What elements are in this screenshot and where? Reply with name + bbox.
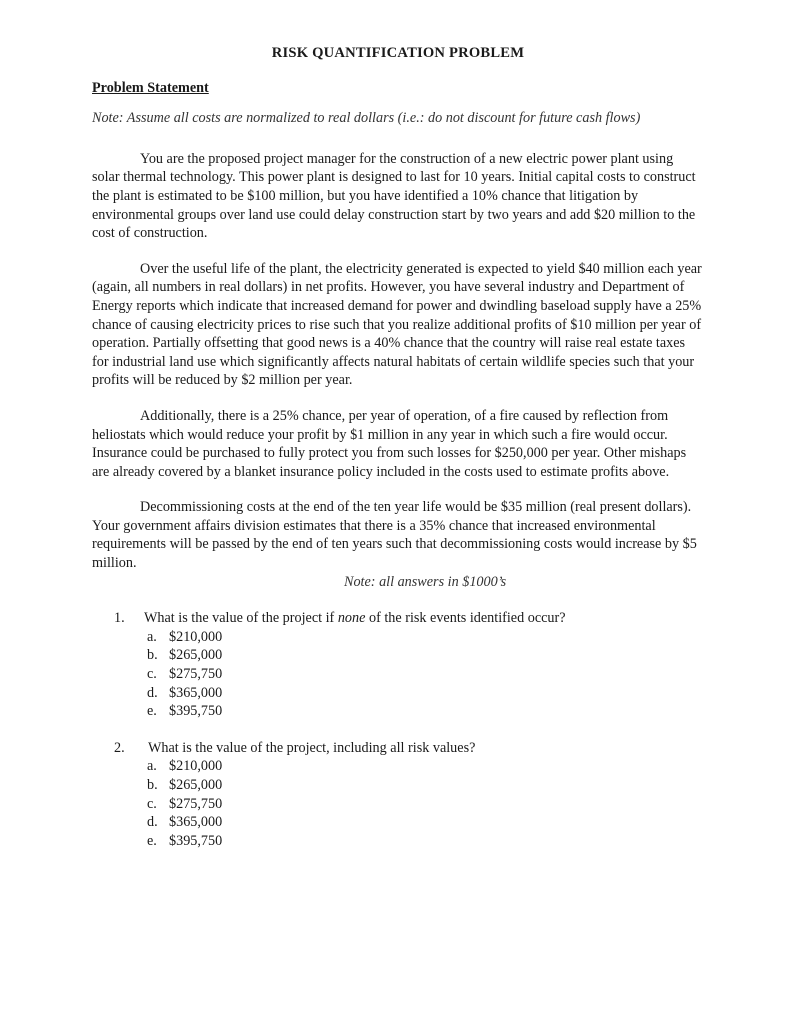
option-value: $210,000 bbox=[169, 758, 223, 775]
answer-option-c bbox=[147, 795, 704, 814]
question-text-end: of the risk events identified occur? bbox=[365, 610, 566, 627]
question-2 bbox=[92, 739, 704, 851]
answer-option-d bbox=[147, 813, 704, 832]
problem-statement-heading: Problem Statement bbox=[92, 79, 209, 96]
paragraph-project-intro: You are the proposed project manager for the construction of a new electric power plant using solar thermal technology. This power plant is designed to last for 10 years. Initial capital costs to construct the plant is estimated to be $100 million, but you have identified a 10% chance that litigation by environmental groups over land use could delay construction start by two years and add $20 million to the cost of construction. bbox=[92, 150, 696, 242]
paragraph-decommissioning: Decommissioning costs at the end of the ten year life would be $35 million (real present dollars). Your government affairs division estimates that there is a 35% chance that increased environmental requirements will be passed by the end of ten years such that decommissioning costs would increase by $5 million. bbox=[92, 499, 697, 572]
answer-option-a bbox=[147, 628, 704, 647]
option-value: $395,750 bbox=[169, 832, 223, 849]
option-letter: e. bbox=[147, 832, 157, 849]
answer-option-c bbox=[147, 665, 704, 684]
question-text: What is the value of the project, including all risk values? bbox=[148, 739, 476, 756]
question-1 bbox=[92, 609, 704, 721]
question-number: 2. bbox=[114, 739, 125, 756]
option-value: $210,000 bbox=[169, 628, 223, 645]
question-text-emphasis: none bbox=[337, 610, 366, 627]
option-letter: a. bbox=[147, 628, 157, 645]
option-letter: d. bbox=[147, 814, 158, 831]
answer-option-b bbox=[147, 646, 704, 665]
question-text-start: What is the value of the project if bbox=[144, 610, 338, 627]
question-number: 1. bbox=[114, 610, 125, 627]
option-value: $265,000 bbox=[169, 777, 223, 793]
option-letter: c. bbox=[147, 666, 157, 683]
paragraph-profits: Over the useful life of the plant, the electricity generated is expected to yield $40 million each year (again, all numbers in real dollars) in net profits. However, you have several industry and Department of Energy reports which indicate that increased demand for power and dwindling baseload supply have a 25% chance of causing electricity prices to rise such that you realize additional profits of $10 million per year of operation. Partially offsetting that good news is a 40% chance that the country will raise real estate taxes for industrial land use which significantly affects natural habitats of certain wildlife species such that your profits will be reduced by $2 million per year. bbox=[92, 260, 702, 389]
question-text bbox=[144, 609, 704, 628]
answer-option-e bbox=[147, 832, 704, 851]
answer-options bbox=[147, 628, 704, 721]
option-value: $275,750 bbox=[169, 795, 223, 812]
option-value: $265,000 bbox=[169, 647, 223, 664]
option-value: $365,000 bbox=[169, 814, 223, 831]
paragraph-fire-risk: Additionally, there is a 25% chance, per year of operation, of a fire caused by reflection from heliostats which would reduce your profit by $1 million in any year in which such a fire would occur. Insurance could be purchased to fully protect you from such losses for $250,000 per year. Other mishaps are already covered by a blanket insurance policy included in the costs used to estimate profits above. bbox=[92, 407, 687, 480]
option-letter: b. bbox=[147, 777, 158, 793]
answer-option-b bbox=[147, 776, 704, 795]
answer-option-d bbox=[147, 684, 704, 703]
answer-options bbox=[147, 757, 704, 850]
option-value: $275,750 bbox=[169, 666, 223, 683]
answer-option-e bbox=[147, 702, 704, 721]
option-value: $365,000 bbox=[169, 684, 223, 701]
document-title: RISK QUANTIFICATION PROBLEM bbox=[271, 45, 525, 61]
normalization-note: Note: Assume all costs are normalized to real dollars (i.e.: do not discount for future cash flows) bbox=[92, 110, 641, 127]
option-letter: c. bbox=[147, 795, 157, 812]
document-page bbox=[92, 44, 704, 850]
option-letter: a. bbox=[147, 758, 157, 775]
answer-option-a bbox=[147, 757, 704, 776]
answers-units-note: Note: all answers in $1000’s bbox=[344, 573, 507, 590]
option-value: $395,750 bbox=[169, 703, 223, 720]
option-letter: b. bbox=[147, 647, 158, 664]
option-letter: d. bbox=[147, 684, 158, 701]
option-letter: e. bbox=[147, 703, 157, 720]
